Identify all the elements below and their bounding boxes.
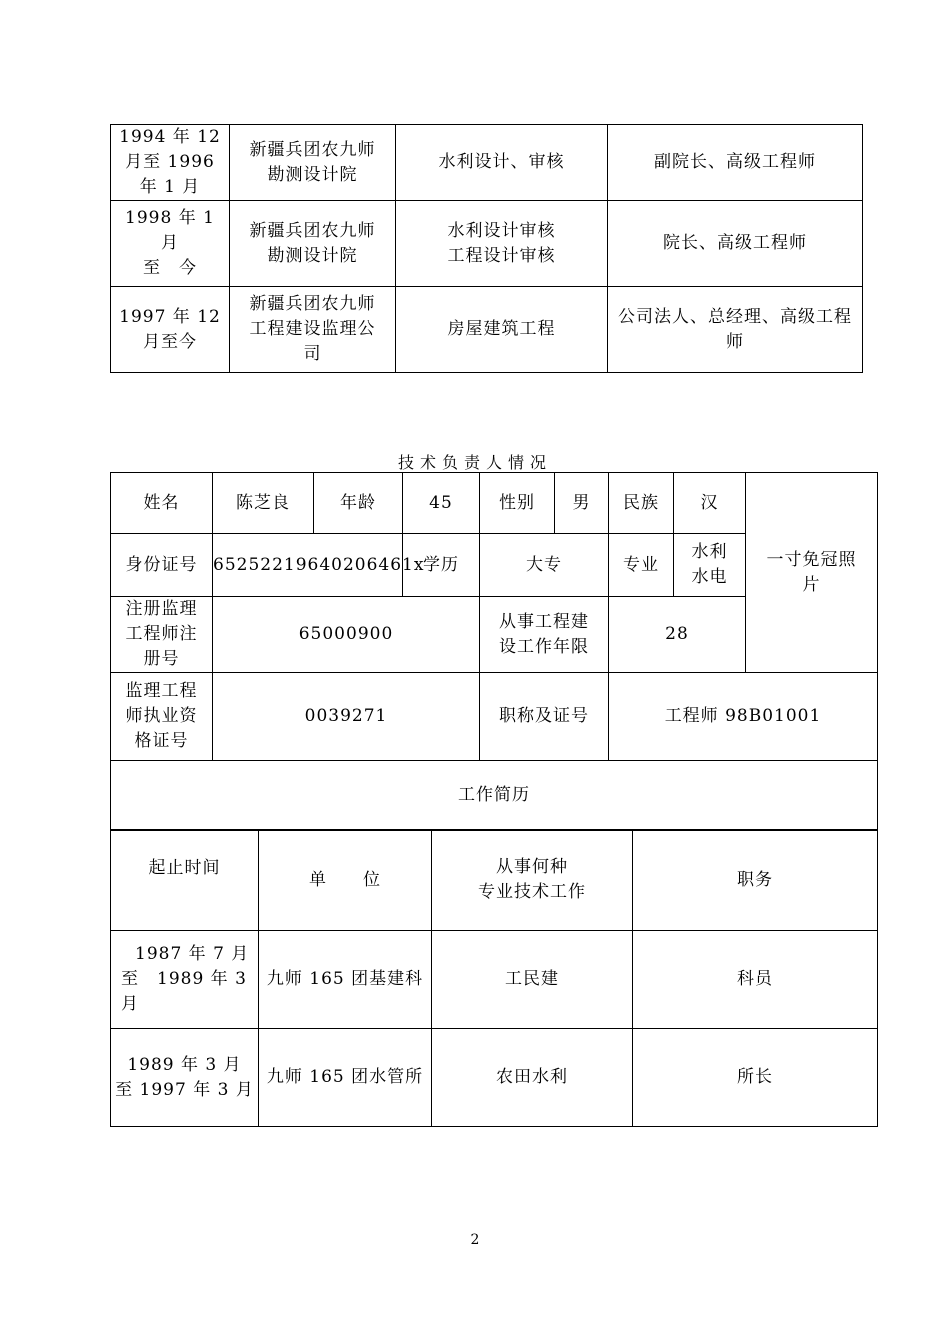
position-cell: 副院长、高级工程师 xyxy=(608,125,863,201)
period-cell: 1997 年 12 月至今 xyxy=(111,287,230,373)
table-row xyxy=(111,125,863,201)
title-label: 职称及证号 xyxy=(480,673,609,761)
id-label: 身份证号 xyxy=(111,534,213,597)
gender-value: 男 xyxy=(555,473,609,534)
unit-cell: 九师 165 团水管所 xyxy=(259,1029,432,1127)
position-cell: 科员 xyxy=(633,931,878,1029)
major-label: 专业 xyxy=(609,534,674,597)
major-value: 水利 水电 xyxy=(674,534,746,597)
title-value: 工程师 98B01001 xyxy=(609,673,878,761)
period-cell: 1998 年 1 月 至 今 xyxy=(111,201,230,287)
table-row xyxy=(111,287,863,373)
work-cell: 水利设计审核 工程设计审核 xyxy=(396,201,608,287)
table-row xyxy=(111,761,878,831)
years-value: 28 xyxy=(609,597,746,673)
profile-table xyxy=(110,472,878,831)
career-table-top xyxy=(110,124,863,373)
table-row xyxy=(111,1029,878,1127)
table-row xyxy=(111,473,878,534)
registration-label: 注册监理 工程师注 册号 xyxy=(111,597,213,673)
period-cell: 1994 年 12 月至 1996 年 1 月 xyxy=(111,125,230,201)
unit-cell: 新疆兵团农九师 工程建设监理公 司 xyxy=(230,287,396,373)
unit-cell: 新疆兵团农九师 勘测设计院 xyxy=(230,125,396,201)
age-label: 年龄 xyxy=(314,473,403,534)
age-value: 45 xyxy=(403,473,480,534)
education-label: 学历 xyxy=(403,534,480,597)
work-cell: 工民建 xyxy=(432,931,633,1029)
photo-placeholder: 一寸免冠照 片 xyxy=(746,473,878,673)
work-cell: 水利设计、审核 xyxy=(396,125,608,201)
period-cell: 1987 年 7 月 至 1989 年 3 月 xyxy=(111,931,259,1029)
gender-label: 性别 xyxy=(480,473,555,534)
ethnicity-label: 民族 xyxy=(609,473,674,534)
certificate-value: 0039271 xyxy=(213,673,480,761)
period-cell: 1989 年 3 月 至 1997 年 3 月 xyxy=(111,1029,259,1127)
work-cell: 农田水利 xyxy=(432,1029,633,1127)
header-unit: 单 位 xyxy=(259,830,432,931)
unit-cell: 新疆兵团农九师 勘测设计院 xyxy=(230,201,396,287)
header-period: 起止时间 xyxy=(111,830,259,931)
resume-heading: 工作简历 xyxy=(111,761,878,831)
table-row xyxy=(111,931,878,1029)
id-value: 65252219640206461x xyxy=(213,534,403,597)
ethnicity-value: 汉 xyxy=(674,473,746,534)
position-cell: 院长、高级工程师 xyxy=(608,201,863,287)
work-cell: 房屋建筑工程 xyxy=(396,287,608,373)
section-title: 技术负责人情况 xyxy=(397,453,552,472)
registration-value: 65000900 xyxy=(213,597,480,673)
unit-cell: 九师 165 团基建科 xyxy=(259,931,432,1029)
name-label: 姓名 xyxy=(111,473,213,534)
table-row xyxy=(111,673,878,761)
career-table-bottom xyxy=(110,829,878,1127)
header-work: 从事何种 专业技术工作 xyxy=(432,830,633,931)
certificate-label: 监理工程 师执业资 格证号 xyxy=(111,673,213,761)
page-number: 2 xyxy=(470,1232,480,1248)
table-row xyxy=(111,201,863,287)
name-value: 陈芝良 xyxy=(213,473,314,534)
table-header-row xyxy=(111,830,878,931)
position-cell: 公司法人、总经理、高级工程 师 xyxy=(608,287,863,373)
header-position: 职务 xyxy=(633,830,878,931)
position-cell: 所长 xyxy=(633,1029,878,1127)
years-label: 从事工程建 设工作年限 xyxy=(480,597,609,673)
education-value: 大专 xyxy=(480,534,609,597)
